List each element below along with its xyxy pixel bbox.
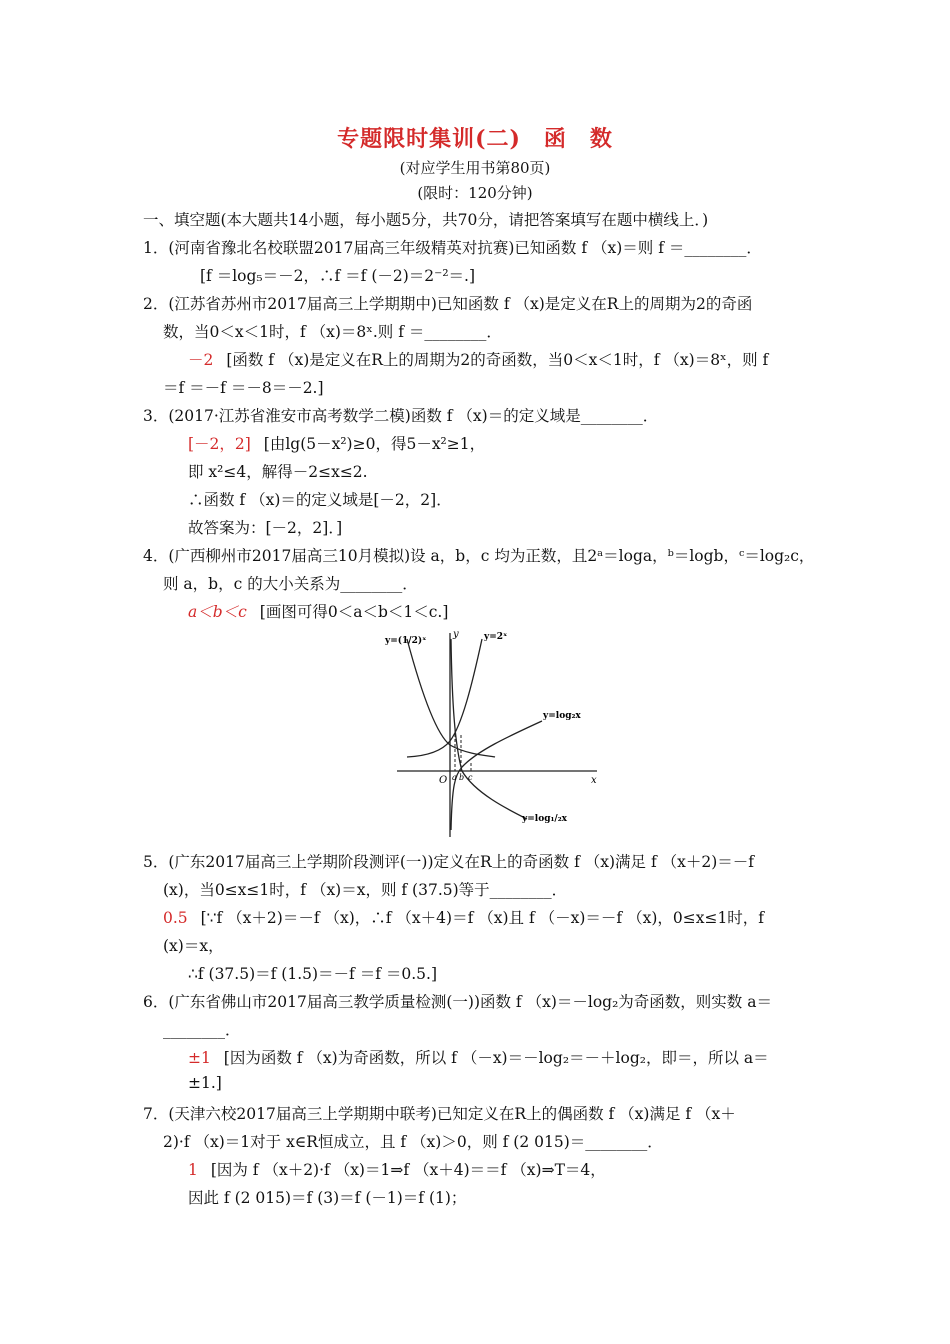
q7-solution-1: [因为 f （x＋2)·f （x)＝1⇒f （x＋4)＝＝f （x)⇒T＝4， <box>210 1161 606 1179</box>
q2-solution-1: [函数 f （x)是定义在R上的周期为2的奇函数，当0＜x＜1时，f （x)＝8ˣ，则 f <box>226 351 769 369</box>
q3-solution-2: 即 x²≤4，解得－2≤x≤2. <box>188 463 368 481</box>
q5-text-2: (x)，当0≤x≤1时，f （x)＝x，则 f (37.5)等于________． <box>163 881 568 899</box>
label-loghalf: y=log₁/₂x <box>522 814 568 824</box>
q1-text: 1．(河南省豫北名校联盟2017届高三年级精英对抗赛)已知函数 f （x)＝则 f ＝________． <box>143 239 762 257</box>
q3-solution-1: [由lg(5－x²)≥0，得5－x²≥1， <box>263 435 486 453</box>
q4-answer: a＜b＜c <box>188 603 247 621</box>
label-axis-y: y <box>453 629 459 640</box>
q7-solution-2: 因此 f (2 015)＝f (3)＝f (－1)＝f (1)； <box>188 1189 467 1207</box>
q5-answer: 0.5 <box>163 909 188 927</box>
q6-solution-1: [因为函数 f （x)为奇函数，所以 f （－x)＝－log₂＝－＋log₂，即＝，所以 a＝ <box>223 1049 769 1067</box>
q2-answer: －2 <box>188 351 214 369</box>
page-title: 专题限时集训(二) 函 数 <box>337 126 613 152</box>
q4-text-1: 4．(广西柳州市2017届高三10月模拟)设 a，b，c 均为正数，且2ᵃ＝loga，ᵇ＝logb，ᶜ＝log₂c， <box>143 547 815 565</box>
q5-text-1: 5．(广东2017届高三上学期阶段测评(一))定义在R上的奇函数 f （x)满足 f （x＋2)＝－f <box>143 853 755 871</box>
q7-answer: 1 <box>188 1161 198 1179</box>
q5-solution-1: [∵f （x＋2)＝－f （x)，∴f （x＋4)＝f （x)且 f （－x)＝－f （x)，0≤x≤1时，f <box>200 909 765 927</box>
subtitle-pages: (对应学生用书第80页) <box>399 159 551 177</box>
q3-solution-3: ∴函数 f （x)＝的定义域是[－2，2]． <box>188 491 452 509</box>
label-point-c: c <box>468 773 473 782</box>
q7-text-2: 2)·f （x)＝1对于 x∈R恒成立，且 f （x)＞0，则 f (2 015)＝________． <box>163 1133 663 1151</box>
curve-loghalf <box>451 639 527 819</box>
q6-text-1: 6．(广东省佛山市2017届高三教学质量检测(一))函数 f （x)＝－log₂为奇函数，则实数 a＝ <box>143 993 772 1011</box>
q7-text-1: 7．(天津六校2017届高三上学期期中联考)已知定义在R上的偶函数 f （x)满足 f （x＋ <box>143 1105 736 1123</box>
q3-solution-4: 故答案为：[－2，2]．] <box>188 519 343 537</box>
q4-solution: [画图可得0＜a＜b＜1＜c.] <box>259 603 449 621</box>
section-heading: 一、填空题(本大题共14小题，每小题5分，共70分，请把答案填写在题中横线上．) <box>143 211 709 229</box>
q6-answer: ±1 <box>188 1049 211 1067</box>
label-axis-x: x <box>591 775 597 786</box>
q2-text-2: 数，当0＜x＜1时，f （x)＝8ˣ.则 f ＝________． <box>163 323 502 341</box>
q1-solution: [f ＝log₅＝－2，∴f ＝f (－2)＝2⁻²＝.] <box>200 267 476 285</box>
label-point-b: b <box>459 773 465 782</box>
q2-solution-2: ＝f ＝－f ＝－8＝－2.] <box>163 379 324 397</box>
label-origin: O <box>439 775 448 786</box>
q5-solution-2: (x)＝x， <box>163 937 224 955</box>
q6-text-2: ________． <box>163 1021 241 1039</box>
q6-solution-2: ±1.] <box>188 1074 222 1092</box>
label-point-a: a <box>452 773 457 782</box>
function-graph <box>367 625 607 840</box>
q4-text-2: 则 a，b，c 的大小关系为________． <box>163 575 418 593</box>
q2-text-1: 2．(江苏省苏州市2017届高三上学期期中)已知函数 f （x)是定义在R上的周期为2的奇函 <box>143 295 753 313</box>
q3-text: 3．(2017·江苏省淮安市高考数学二模)函数 f （x)＝的定义域是________． <box>143 407 659 425</box>
subtitle-time: (限时：120分钟) <box>417 184 533 202</box>
q3-answer: [－2，2] <box>188 435 251 453</box>
label-half-exp: y=(1/2)ˣ <box>385 636 427 646</box>
label-log2: y=log₂x <box>543 711 581 721</box>
q5-solution-3: ∴f (37.5)＝f (1.5)＝－f ＝f ＝0.5.] <box>188 965 437 983</box>
label-2x: y=2ˣ <box>484 632 508 642</box>
